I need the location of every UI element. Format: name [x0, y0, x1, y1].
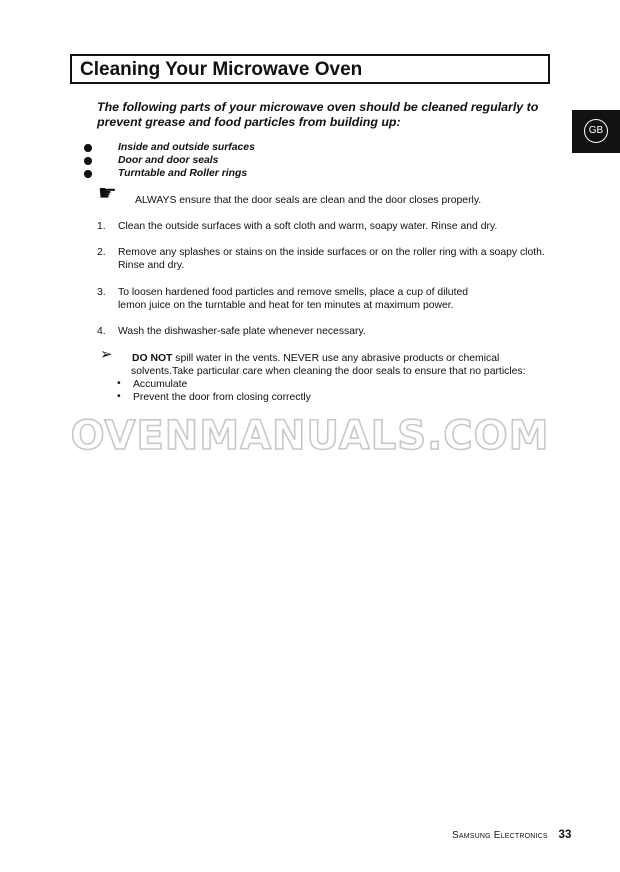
- parts-list-item: [84, 154, 255, 167]
- page-footer: [452, 829, 571, 842]
- page-title-box: [70, 54, 550, 84]
- caution-line-1-text: spill water in the vents. NEVER use any abrasive products or chemical: [172, 353, 500, 364]
- step-number: 2.: [97, 247, 106, 258]
- step-text: Remove any splashes or stains on the inside surfaces or on the roller ring with a soapy cloth. Rinse and dry.: [118, 247, 545, 271]
- parts-list: [84, 141, 255, 180]
- intro-text: The following parts of your microwave oven should be cleaned regularly to prevent grease and food particles from building up:: [97, 100, 539, 129]
- step-text: To loosen hardened food particles and remove smells, place a cup of diluted lemon juice on the turntable and heat for ten minutes at maximum power.: [118, 287, 469, 311]
- bullet-icon: •: [117, 378, 121, 389]
- note-text: ALWAYS ensure that the door seals are clean and the door closes properly.: [135, 195, 482, 206]
- step-number: 1.: [97, 221, 106, 232]
- parts-item-label: Turntable and Roller rings: [118, 168, 248, 179]
- parts-list-item: [84, 141, 255, 154]
- bullet-icon: [84, 144, 92, 152]
- caution-item-text: Accumulate: [133, 379, 188, 390]
- step-number: 3.: [97, 287, 106, 298]
- pointing-hand-icon: ☛: [98, 181, 117, 205]
- step-text: Clean the outside surfaces with a soft cloth and warm, soapy water. Rinse and dry.: [118, 221, 498, 232]
- parts-list-item: [84, 167, 255, 180]
- step-text: Wash the dishwasher-safe plate whenever necessary.: [118, 326, 366, 337]
- arrow-icon: ➢: [100, 345, 113, 363]
- caution-lead: DO NOT: [132, 353, 173, 364]
- caution-line-2: solvents.Take particular care when cleaning the door seals to ensure that no particles:: [131, 366, 526, 377]
- parts-item-label: Inside and outside surfaces: [118, 142, 255, 153]
- note-block: [98, 181, 558, 208]
- footer-brand: Samsung Electronics: [452, 830, 548, 841]
- caution-item-text: Prevent the door from closing correctly: [133, 392, 311, 403]
- bullet-icon: [84, 170, 92, 178]
- watermark: OVENMANUALS.COM: [70, 413, 550, 459]
- bullet-icon: [84, 157, 92, 165]
- parts-item-label: Door and door seals: [118, 155, 219, 166]
- caution-line-1: [131, 352, 551, 365]
- page-title: Cleaning Your Microwave Oven: [80, 59, 363, 80]
- language-tab: [572, 110, 620, 153]
- page-number: 33: [558, 829, 572, 841]
- step-number: 4.: [97, 326, 106, 337]
- language-code: GB: [584, 119, 608, 143]
- bullet-icon: •: [117, 391, 121, 402]
